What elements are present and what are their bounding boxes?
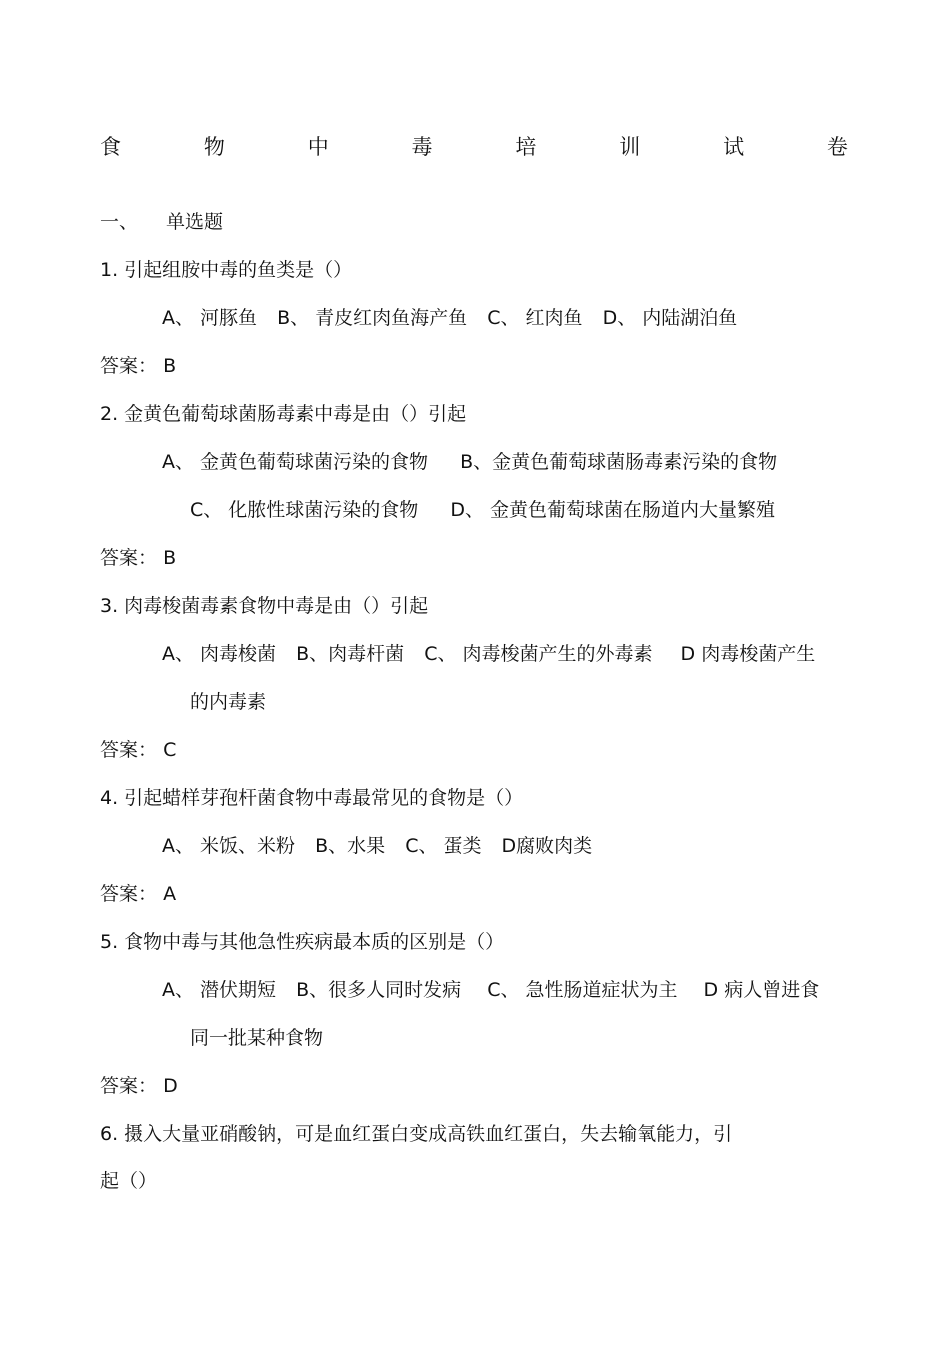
question-1-text: 1. 引起组胺中毒的鱼类是（） [100,259,353,281]
question-6-text-line1: 6. 摄入大量亚硝酸钠，可是血红蛋白变成高铁血红蛋白，失去输氧能力，引 [100,1123,733,1145]
question-2-options-row1 [162,447,777,477]
option-c: C、 蛋类 [405,835,482,857]
option-a: A、 河豚鱼 [162,307,258,329]
title-char: 试 [723,135,745,159]
question-3-options [162,639,815,669]
option-d: D腐败肉类 [501,835,593,857]
option-b: B、金黄色葡萄球菌肠毒素污染的食物 [460,451,778,473]
question-3-answer [100,735,176,765]
title-char: 中 [307,135,329,159]
question-5-options [162,975,819,1005]
option-d: D 肉毒梭菌产生 [680,643,816,665]
option-d: D、 内陆湖泊鱼 [602,307,738,329]
question-2-text: 2. 金黄色葡萄球菌肠毒素中毒是由（）引起 [100,403,467,425]
option-b: B、 青皮红肉鱼海产鱼 [277,307,468,329]
title-char: 毒 [411,135,433,159]
title-char: 训 [619,135,641,159]
question-2-answer [100,543,176,573]
option-b: B、肉毒杆菌 [296,643,405,665]
exam-title [100,130,848,164]
question-6-text-line2: 起（） [100,1170,158,1192]
answer-label: 答案： [100,355,158,377]
answer-label: 答案： [100,1075,158,1097]
title-char: 卷 [826,135,848,159]
question-1-options [162,303,737,333]
option-a: A、 潜伏期短 [162,979,277,1001]
answer-value: B [163,547,177,569]
option-d: D、 金黄色葡萄球菌在肠道内大量繁殖 [450,499,776,521]
question-5-text: 5. 食物中毒与其他急性疾病最本质的区别是（） [100,931,505,953]
answer-value: B [163,355,177,377]
question-2-options-row2 [190,495,775,525]
answer-value: C [163,739,177,761]
question-3-options-continued: 的内毒素 [190,691,267,713]
title-char: 物 [203,135,225,159]
question-1-answer [100,351,176,381]
answer-label: 答案： [100,739,158,761]
option-d: D 病人曾进食 [703,979,820,1001]
question-4-answer [100,879,176,909]
section-heading [100,207,223,237]
option-b: B、很多人同时发病 [296,979,462,1001]
question-4-text: 4. 引起蜡样芽孢杆菌食物中毒最常见的食物是（） [100,787,524,809]
answer-label: 答案： [100,547,158,569]
question-5-answer [100,1071,178,1101]
answer-value: D [163,1075,178,1097]
section-name: 单选题 [166,211,224,233]
title-char: 食 [100,135,121,159]
section-number: 一、 [100,211,139,233]
option-a: A、 肉毒梭菌 [162,643,277,665]
option-c: C、 化脓性球菌污染的食物 [190,499,419,521]
question-3-text: 3. 肉毒梭菌毒素食物中毒是由（）引起 [100,595,429,617]
option-c: C、 肉毒梭菌产生的外毒素 [424,643,653,665]
option-c: C、 红肉鱼 [487,307,583,329]
option-a: A、 金黄色葡萄球菌污染的食物 [162,451,429,473]
option-a: A、 米饭、米粉 [162,835,296,857]
answer-label: 答案： [100,883,158,905]
option-b: B、水果 [315,835,386,857]
question-5-options-continued: 同一批某种食物 [190,1027,324,1049]
answer-value: A [163,883,177,905]
option-c: C、 急性肠道症状为主 [487,979,678,1001]
title-char: 培 [515,135,537,159]
question-4-options [162,831,592,861]
